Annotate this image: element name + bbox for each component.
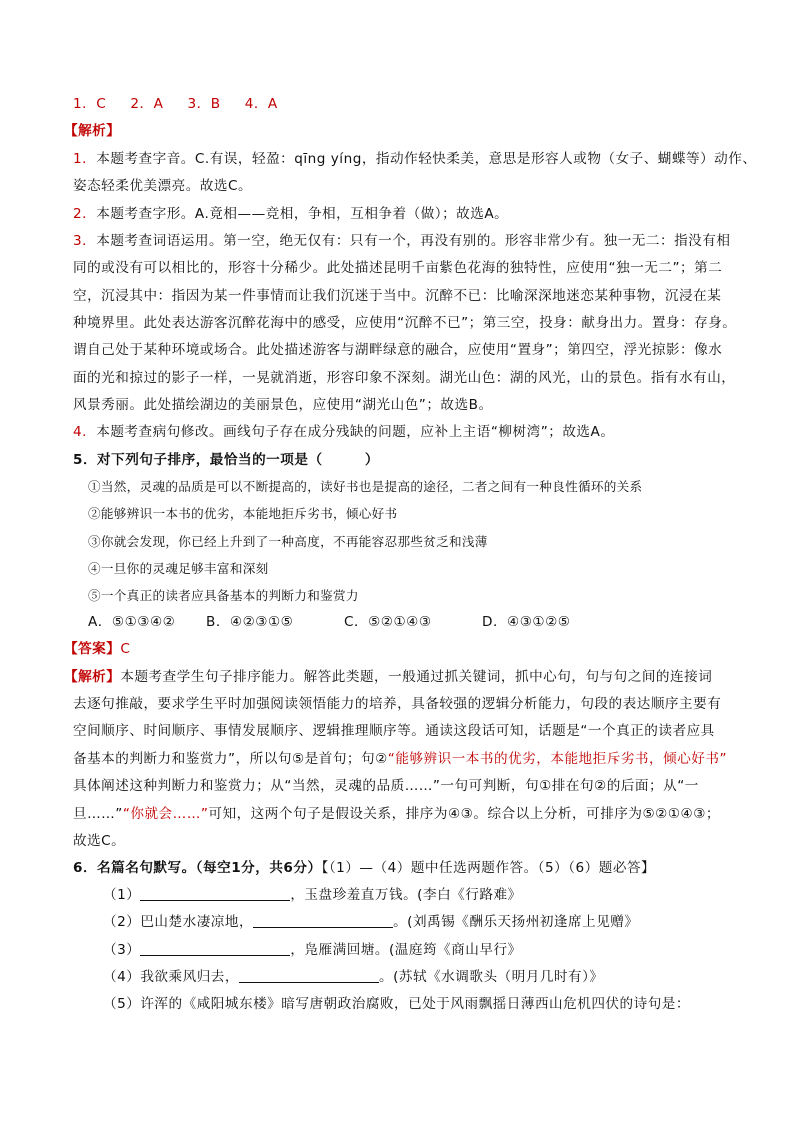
q5-sentence-5: ⑤一个真正的读者应具备基本的判断力和鉴赏力 (88, 588, 359, 603)
q4-analysis (73, 424, 728, 440)
q5-sentence-4: ④一旦你的灵魂足够丰富和深刻 (88, 561, 269, 576)
answer-blank[interactable] (253, 914, 393, 928)
q1-text-1: 本题考查字音。C.有误，轻盈：qīng yíng，指动作轻快柔美，意思是形容人或物（女子、蝴蝶等）动作、 (96, 151, 757, 167)
q6-item-3 (103, 942, 758, 958)
q6-item-5 (103, 996, 758, 1012)
analysis-label: 【解析】 (64, 669, 121, 685)
q5-analysis-text-7: 旦……” (73, 806, 123, 822)
q6-item-1 (103, 887, 758, 903)
q6-item-text: ，玉盘珍羞直万钱。(李白《行路难》 (290, 887, 522, 903)
q2-analysis (73, 206, 728, 222)
q5-analysis-line (73, 806, 728, 822)
q6-item-text: 许浑的《咸阳城东楼》暗写唐朝政治腐败，已处于风雨飘摇日薄西山危机四伏的诗句是： (140, 996, 690, 1012)
q6-instruction: 【（1）—（4）题中任选两题作答。（5）（6）题必答】 (321, 860, 656, 876)
q5-analysis-text-1: 本题考查学生句子排序能力。解答此类题，一般通过抓关键词，抓中心句，句与句之间的连接词 (120, 669, 713, 685)
q6-item-number: （1） (103, 887, 141, 903)
q6-item-text: ，凫雁满回塘。(温庭筠《商山早行》 (290, 942, 522, 958)
q1-analysis-line-2: 姿态轻柔优美漂亮。故选C。 (73, 178, 253, 194)
q5-analysis-quote: “能够辨识一本书的优劣，本能地拒斥劣书，倾心好书” (387, 751, 728, 767)
answer-2: 2．A (130, 96, 164, 112)
q5-analysis-line (73, 751, 728, 767)
q3-analysis-line: 同的或没有可以相比的，形容十分稀少。此处描述昆明千亩紫色花海的独特性，应使用“独一无二”；第二 (73, 260, 723, 276)
answer-blank[interactable] (140, 887, 290, 901)
q6-stem (73, 860, 728, 876)
q3-analysis-line (73, 233, 731, 249)
q5-analysis-line: 具体阐述这种判断力和鉴赏力；从“当然，灵魂的品质……”一句可判断，句①排在句②的后面；从“一 (73, 778, 699, 794)
q3-analysis-line: 面的光和掠过的影子一样，一晃就消逝，形容印象不深刻。湖光山色：湖的风光，山的景色。指有水有山， (73, 370, 736, 386)
q5-analysis-line: 空间顺序、时间顺序、事情发展顺序、逻辑推理顺序等。通读这段话可知，话题是“一个真正的读者应具 (73, 723, 715, 739)
q5-analysis-text-4: 备基本的判断力和鉴赏力”，所以句⑤是首句；句② (73, 751, 388, 767)
q6-stem-text: 6．名篇名句默写。（每空1分，共6分） (73, 860, 322, 876)
q6-item-4 (103, 969, 758, 985)
q2-number: 2． (73, 206, 97, 222)
answer-4: 4．A (244, 96, 278, 112)
q5-analysis-text-8: 可知，这两个句子是假设关系，排序为④③。综合以上分析，可排序为⑤②①④③； (208, 806, 721, 822)
q5-option-b: B．④②③①⑤ (206, 614, 294, 630)
q5-answer (64, 641, 719, 657)
q4-text: 本题考查病句修改。画线句子存在成分残缺的问题，应补上主语“柳树湾”；故选A。 (96, 424, 615, 440)
q3-number: 3． (73, 233, 97, 249)
q5-sentence-3: ③你就会发现，你已经上升到了一种高度，不再能容忍那些贫乏和浅薄 (88, 534, 488, 549)
answer-label: 【答案】 (64, 641, 121, 657)
q6-item-number: （2） (103, 914, 141, 930)
q3-analysis-line: 种境界里。此处表达游客沉醉花海中的感受，应使用“沉醉不已”；第三空，投身：献身出力。置身：存身。 (73, 315, 737, 331)
q6-item-text: 。(苏轼《水调歌头（明月几时有）》 (379, 969, 604, 985)
q5-sentence-1: ①当然，灵魂的品质是可以不断提高的，读好书也是提高的途径，二者之间有一种良性循环的关系 (88, 479, 643, 494)
q5-stem: 5．对下列句子排序，最恰当的一项是（ ） (73, 452, 379, 468)
q6-item-2 (103, 914, 758, 930)
q3-analysis-line: 谓自己处于某种环境或场合。此处描述游客与湖畔绿意的融合，应使用“置身”；第四空，浮光掠影：像水 (73, 342, 723, 358)
q5-analysis-line: 故选C。 (73, 833, 126, 849)
q6-item-text: 。(刘禹锡《酬乐天扬州初逢席上见赠》 (393, 914, 639, 930)
answer-value: C (120, 641, 131, 657)
q5-option-d: D．④③①②⑤ (482, 614, 571, 630)
answer-blank[interactable] (239, 969, 379, 983)
answer-key-line (73, 96, 728, 112)
q3-analysis-line: 空，沉浸其中：指因为某一件事情而让我们沉迷于当中。沉醉不已：比喻深深地迷恋某种事物，沉浸在某 (73, 288, 722, 304)
q1-number: 1． (73, 151, 97, 167)
q2-text: 本题考查字形。A.竟相——竞相，争相，互相争着（做）；故选A。 (96, 206, 509, 222)
q6-item-text: 我欲乘风归去， (140, 969, 239, 985)
q5-analysis-quote-2: “你就会……” (122, 806, 209, 822)
q6-item-number: （4） (103, 969, 141, 985)
q5-options (88, 614, 743, 630)
q5-analysis-line: 去逐句推敲，要求学生平时加强阅读领悟能力的培养，具备较强的逻辑分析能力，句段的表达顺序主要有 (73, 696, 722, 712)
analysis-header: 【解析】 (64, 123, 121, 139)
q3-analysis-line: 风景秀丽。此处描绘湖边的美丽景色，应使用“湖光山色”；故选B。 (73, 397, 493, 413)
q6-item-number: （3） (103, 942, 141, 958)
answer-3: 3．B (187, 96, 221, 112)
q1-analysis-line-1 (73, 151, 757, 167)
q5-sentence-2: ②能够辨识一本书的优劣，本能地拒斥劣书，倾心好书 (88, 506, 398, 521)
answer-1: 1．C (73, 96, 107, 112)
q5-analysis-line-1 (64, 669, 719, 685)
q3-text-1: 本题考查词语运用。第一空，绝无仅有：只有一个，再没有别的。形容非常少有。独一无二：指没有相 (96, 233, 731, 249)
answer-blank[interactable] (140, 942, 290, 956)
q5-option-a: A．⑤①③④② (88, 614, 176, 630)
q6-item-number: （5） (103, 996, 141, 1012)
q4-number: 4． (73, 424, 97, 440)
q6-item-text: 巴山楚水凄凉地， (140, 914, 254, 930)
q5-option-c: C．⑤②①④③ (344, 614, 432, 630)
